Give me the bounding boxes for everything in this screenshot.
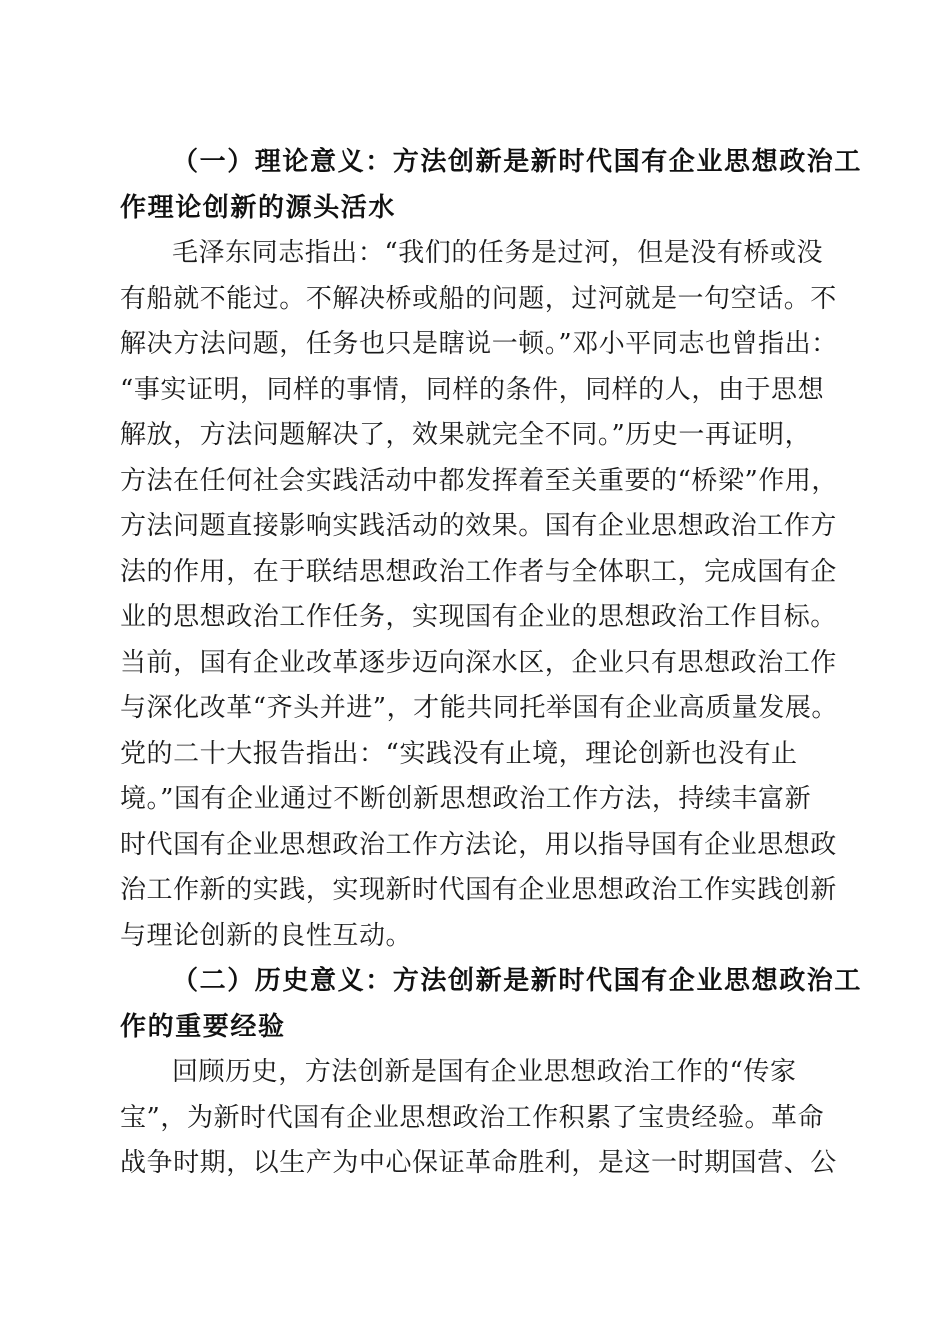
paragraph-line: 与深化改革“齐头并进”，才能共同托举国有企业高质量发展。 [120, 693, 838, 723]
paragraph-line: 治工作新的实践，实现新时代国有企业思想政治工作实践创新 [120, 875, 837, 905]
paragraph-line: 战争时期，以生产为中心保证革命胜利，是这一时期国营、公 [120, 1148, 837, 1178]
paragraph-line: 解决方法问题，任务也只是瞎说一顿。”邓小平同志也曾指出： [120, 329, 838, 359]
document-body [120, 140, 863, 1187]
paragraph-line: 境。”国有企业通过不断创新思想政治工作方法，持续丰富新 [120, 784, 812, 814]
paragraph-line: 与理论创新的良性互动。 [120, 920, 413, 951]
paragraph-line: 方法问题直接影响实践活动的效果。国有企业思想政治工作方 [120, 511, 837, 541]
paragraph-line: 有船就不能过。不解决桥或船的问题，过河就是一句空话。不 [120, 283, 837, 314]
paragraph-line: “事实证明，同样的事情，同样的条件，同样的人，由于思想 [120, 374, 825, 405]
paragraph-line: 当前，国有企业改革逐步迈向深水区，企业只有思想政治工作 [120, 647, 837, 678]
paragraph-line: 业的思想政治工作任务，实现国有企业的思想政治工作目标。 [120, 602, 837, 632]
section-2-heading-line-1: （二）历史意义：方法创新是新时代国有企业思想政治工 [172, 966, 863, 996]
paragraph-line: 回顾历史，方法创新是国有企业思想政治工作的“传家 [172, 1057, 797, 1087]
section-2-heading-line-2: 作的重要经验 [120, 1011, 286, 1042]
paragraph-line: 方法在任何社会实践活动中都发挥着至关重要的“桥梁”作用， [120, 465, 838, 496]
paragraph-line: 毛泽东同志指出：“我们的任务是过河，但是没有桥或没 [172, 238, 824, 268]
section-1-heading-line-2: 作理论创新的源头活水 [120, 192, 397, 223]
paragraph-line: 法的作用，在于联结思想政治工作者与全体职工，完成国有企 [120, 556, 837, 587]
paragraph-line: 时代国有企业思想政治工作方法论，用以指导国有企业思想政 [120, 829, 837, 860]
paragraph-line: 宝”，为新时代国有企业思想政治工作积累了宝贵经验。革命 [120, 1102, 825, 1133]
paragraph-line: 党的二十大报告指出：“实践没有止境，理论创新也没有止 [120, 738, 798, 769]
paragraph-line: 解放，方法问题解决了，效果就完全不同。”历史一再证明， [120, 420, 812, 450]
section-1-heading-line-1: （一）理论意义：方法创新是新时代国有企业思想政治工 [172, 147, 863, 177]
